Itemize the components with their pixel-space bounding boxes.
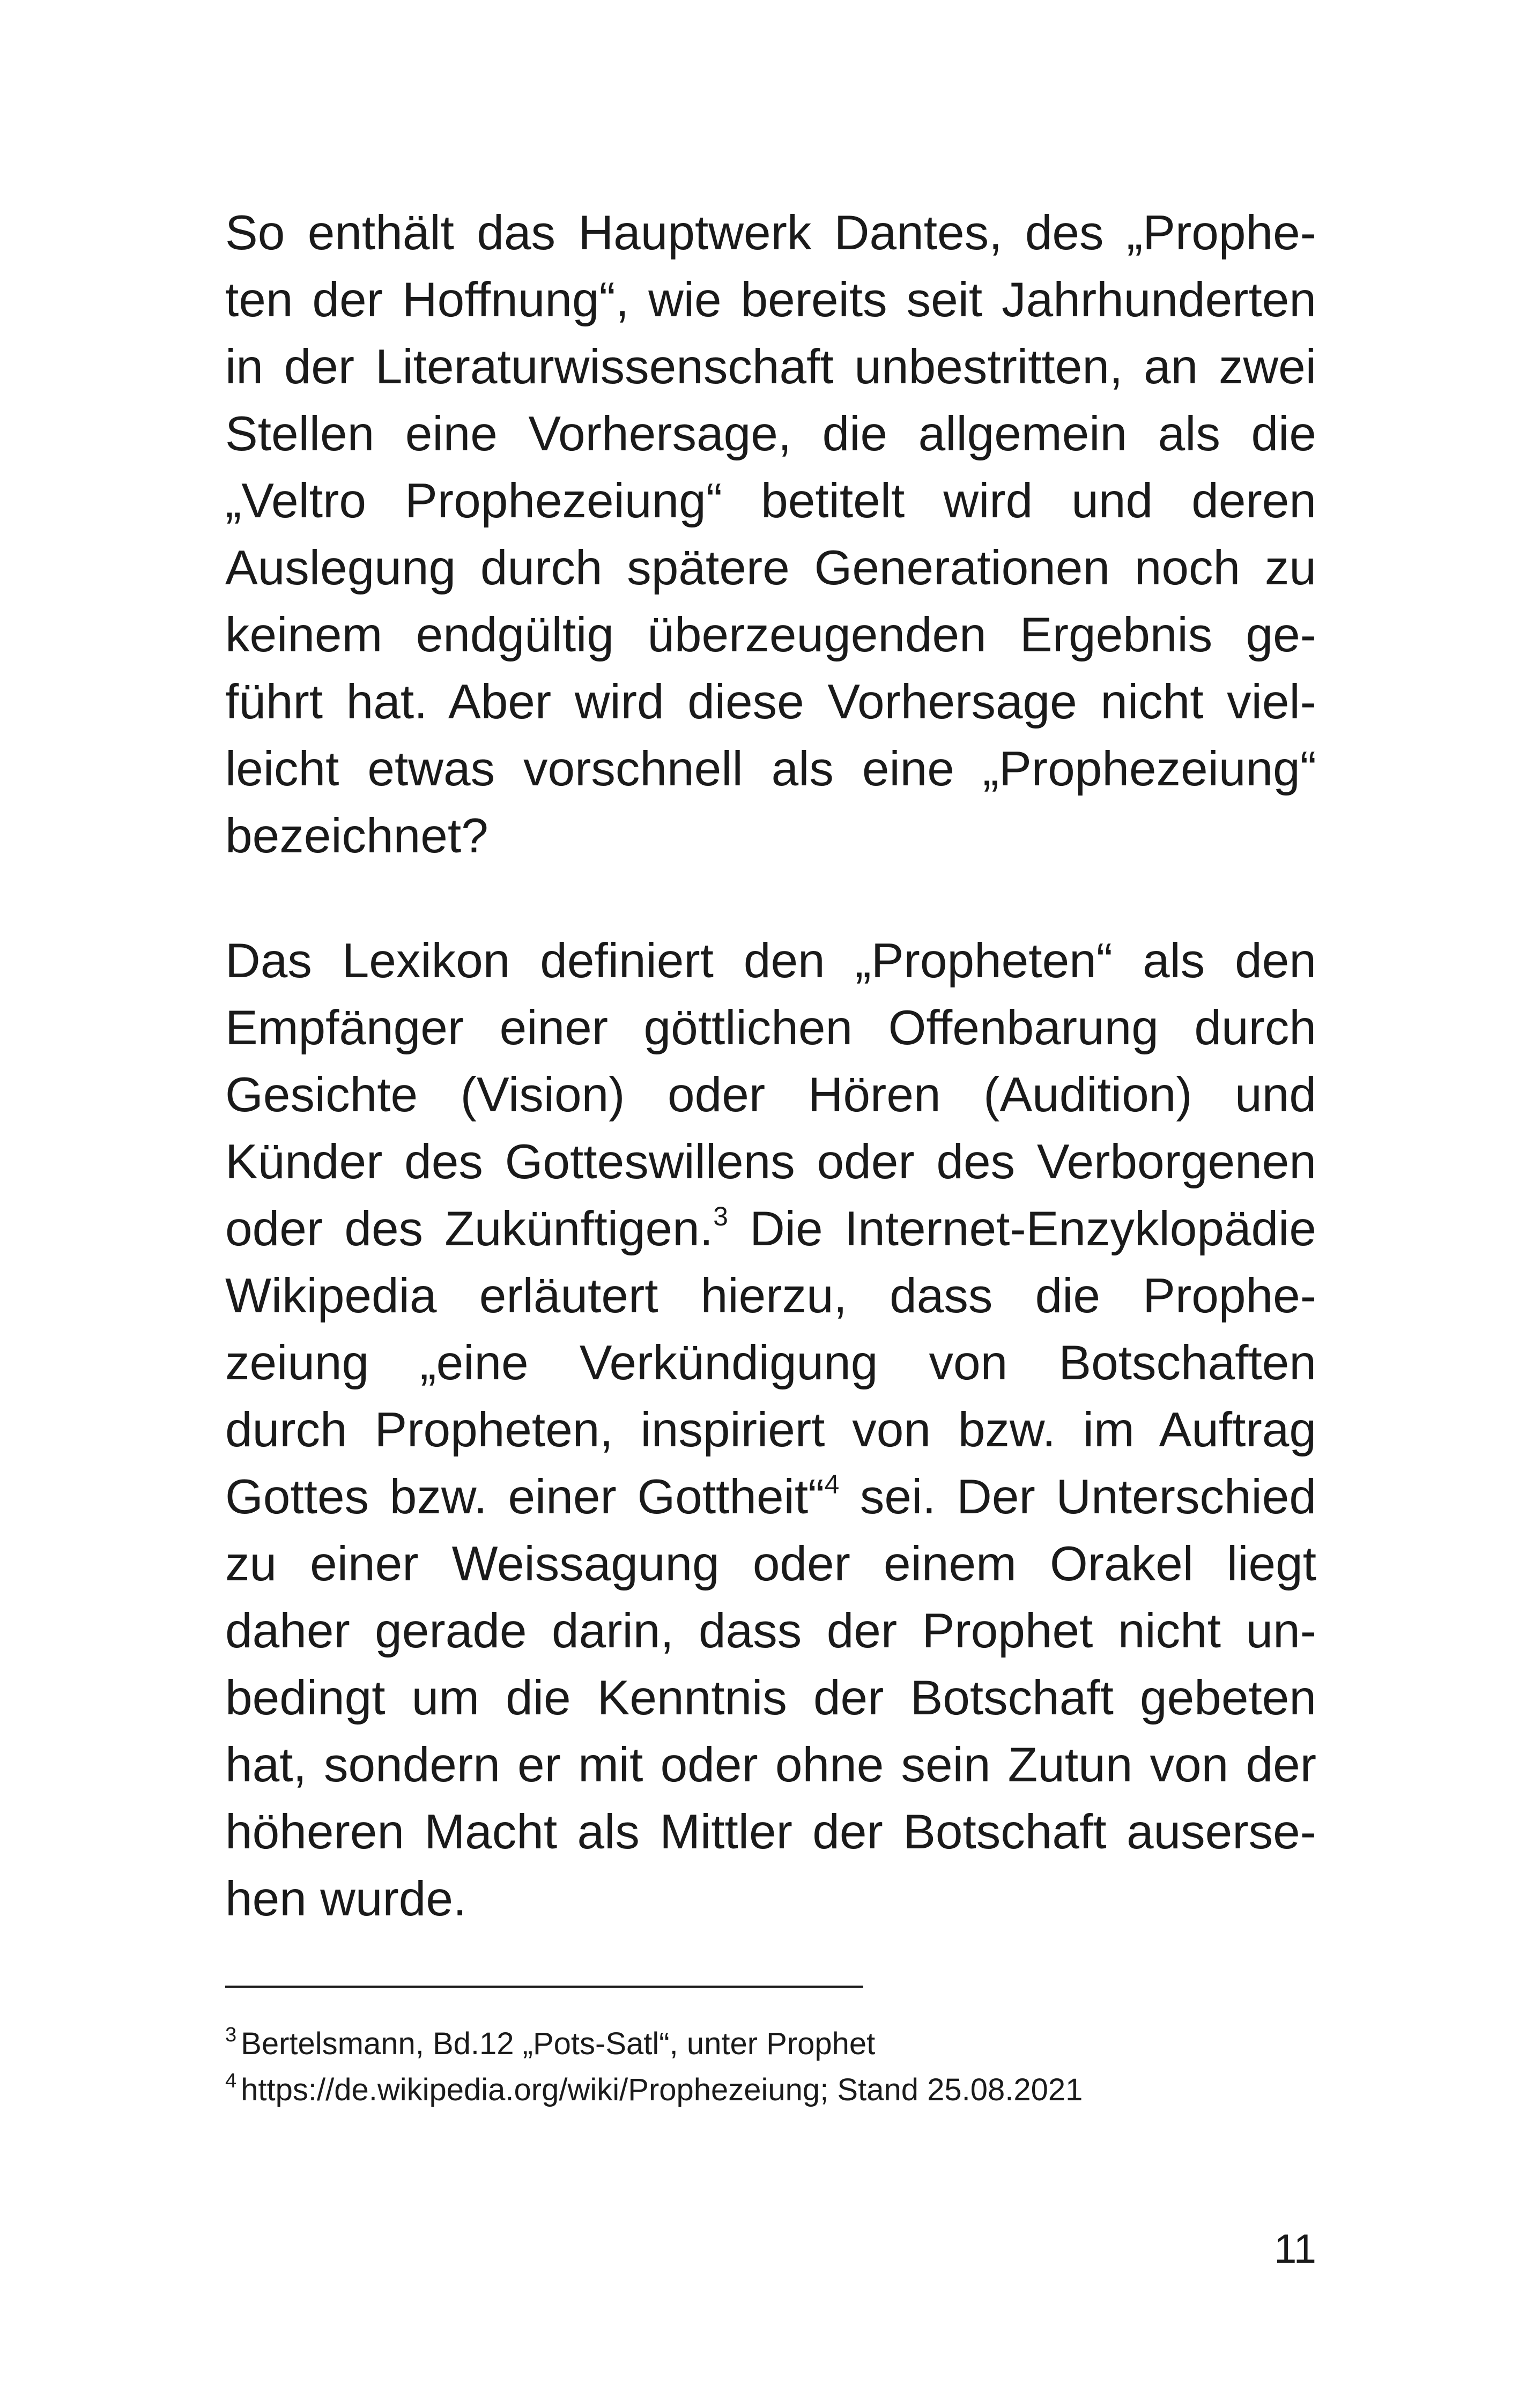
page-number: 11 <box>1274 2226 1316 2272</box>
footnote-marker: 4 <box>225 2069 237 2092</box>
footnote-divider <box>225 1986 863 1988</box>
text-line: zeiung „eine Verkündigung von Botschaften <box>225 1336 1316 1390</box>
text-line: bezeichnet? <box>225 809 488 863</box>
text-line-with-footnote-4 <box>225 1463 1316 1530</box>
text-line: Empfänger einer göttlichen Offenbarung durch <box>225 1001 1316 1055</box>
text-line: Auslegung durch spätere Generationen noch zu <box>225 541 1316 595</box>
text-line: durch Propheten, inspiriert von bzw. im Auftrag <box>225 1403 1316 1457</box>
footnotes <box>225 2021 1316 2113</box>
text-line: daher gerade darin, dass der Prophet nicht un- <box>225 1604 1316 1658</box>
paragraph-1 <box>225 199 1316 869</box>
footnote-marker: 3 <box>225 2023 237 2046</box>
footnote-3 <box>225 2021 1316 2067</box>
text-line: in der Literaturwissenschaft unbestritten, an zwei <box>225 340 1316 394</box>
text-line-with-footnote-3 <box>225 1195 1316 1262</box>
text-line: leicht etwas vorschnell als eine „Prophezeiung“ <box>225 742 1316 796</box>
line-text-after: Die Internet-Enzyklopädie <box>728 1202 1316 1256</box>
footnote-4 <box>225 2067 1316 2113</box>
text-line: hen wurde. <box>225 1872 467 1926</box>
text-line: hat, sondern er mit oder ohne sein Zutun von der <box>225 1738 1316 1792</box>
paragraph-2 <box>225 927 1316 1933</box>
text-line: So enthält das Hauptwerk Dantes, des „Prophe- <box>225 206 1316 260</box>
footnote-reference-4[interactable]: 4 <box>824 1469 840 1499</box>
text-line: bedingt um die Kenntnis der Botschaft gebeten <box>225 1671 1316 1725</box>
footnote-reference-3[interactable]: 3 <box>713 1201 728 1231</box>
text-line: Künder des Gotteswillens oder des Verborgenen <box>225 1135 1316 1189</box>
text-line: ten der Hoffnung“, wie bereits seit Jahrhunderten <box>225 273 1316 327</box>
footnote-link[interactable]: https://de.wikipedia.org/wiki/Prophezeiung; Stand 25.08.2021 <box>241 2072 1083 2107</box>
footnote-text: Bertelsmann, Bd.12 „Pots-Satl“, unter Prophet <box>241 2026 876 2061</box>
line-text-before: Gottes bzw. einer Gottheit“ <box>225 1470 825 1524</box>
text-line: Wikipedia erläutert hierzu, dass die Prophe- <box>225 1269 1316 1323</box>
text-line: führt hat. Aber wird diese Vorhersage nicht viel- <box>225 675 1316 729</box>
text-line: zu einer Weissagung oder einem Orakel liegt <box>225 1537 1316 1591</box>
line-text-after: sei. Der Unterschied <box>839 1470 1316 1524</box>
text-line: keinem endgültig überzeugenden Ergebnis ge- <box>225 608 1316 662</box>
text-line: Gesichte (Vision) oder Hören (Audition) und <box>225 1068 1316 1122</box>
line-text-before: oder des Zukünftigen. <box>225 1202 714 1256</box>
text-line: Das Lexikon definiert den „Propheten“ als den <box>225 934 1316 988</box>
text-line: „Veltro Prophezeiung“ betitelt wird und deren <box>225 474 1316 528</box>
text-line: höheren Macht als Mittler der Botschaft auserse- <box>225 1805 1316 1859</box>
text-line: Stellen eine Vorhersage, die allgemein als die <box>225 407 1316 461</box>
